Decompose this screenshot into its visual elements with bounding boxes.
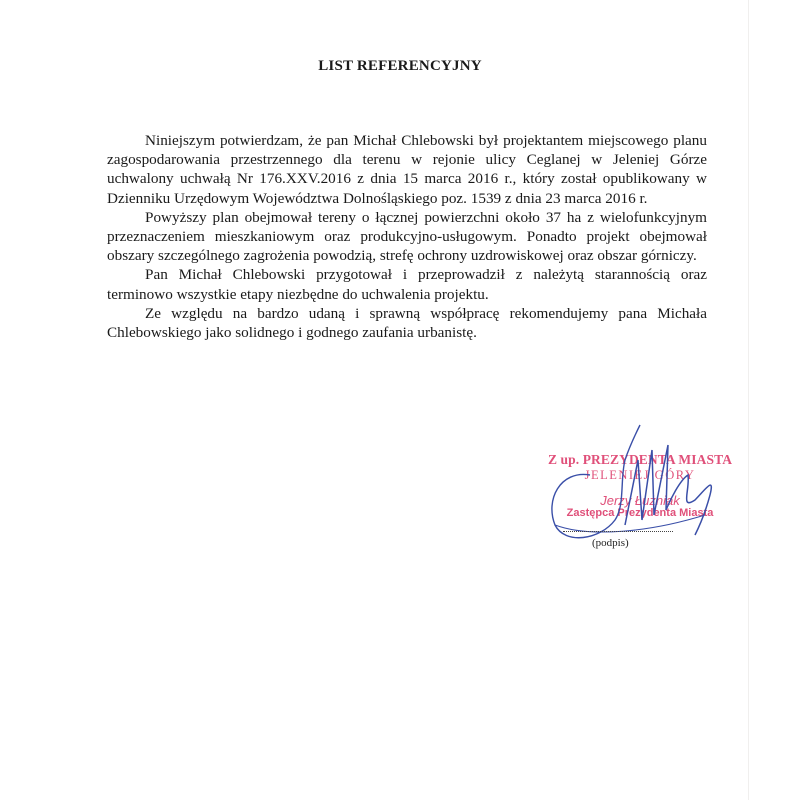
official-stamp bbox=[530, 440, 750, 560]
paragraph-work-done: Pan Michał Chlebowski przygotował i przeprowadził z należytą starannością oraz terminowo wszystkie etapy niezbędne do uchwalenia projektu. bbox=[107, 266, 707, 303]
stamp-line-name: Jerzy Łużniak bbox=[600, 493, 680, 508]
document-title: LIST REFERENCYJNY bbox=[318, 58, 482, 74]
letter-body bbox=[107, 131, 707, 342]
paragraph-plan-scope: Powyższy plan obejmował tereny o łącznej powierzchni około 37 ha z wielofunkcyjnym przeznaczeniem mieszkaniowym oraz produkcyjno-usługowym. Ponadto projekt obejmował obszary szczególnego zagrożenia powodzią, strefę ochrony uzdrowiskowej oraz obszar górniczy. bbox=[107, 208, 707, 265]
signature-dotted-line bbox=[563, 531, 673, 532]
stamp-line-authority: Z up. PREZYDENTA MIASTA bbox=[547, 452, 733, 467]
stamp-line-city: JELENIEJ GÓRY bbox=[584, 468, 696, 482]
page-fold-line bbox=[748, 0, 749, 800]
paragraph-confirmation: Niniejszym potwierdzam, że pan Michał Chlebowski był projektantem miejscowego planu zagospodarowania przestrzennego dla terenu w rejonie ulicy Ceglanej w Jeleniej Górze uchwalony uchwałą Nr 176.XXV.2016 z dnia 15 marca 2016 r., który został opublikowany w Dzienniku Urzędowym Województwa Dolnośląskiego poz. 1539 z dnia 23 marca 2016 r. bbox=[107, 132, 707, 207]
signature-label: (podpis) bbox=[592, 537, 629, 549]
stamp-line-position: Zastępca Prezydenta Miasta bbox=[566, 507, 714, 519]
paragraph-recommendation: Ze względu na bardzo udaną i sprawną współpracę rekomendujemy pana Michała Chlebowskiego jako solidnego i godnego zaufania urbanistę. bbox=[107, 304, 707, 342]
